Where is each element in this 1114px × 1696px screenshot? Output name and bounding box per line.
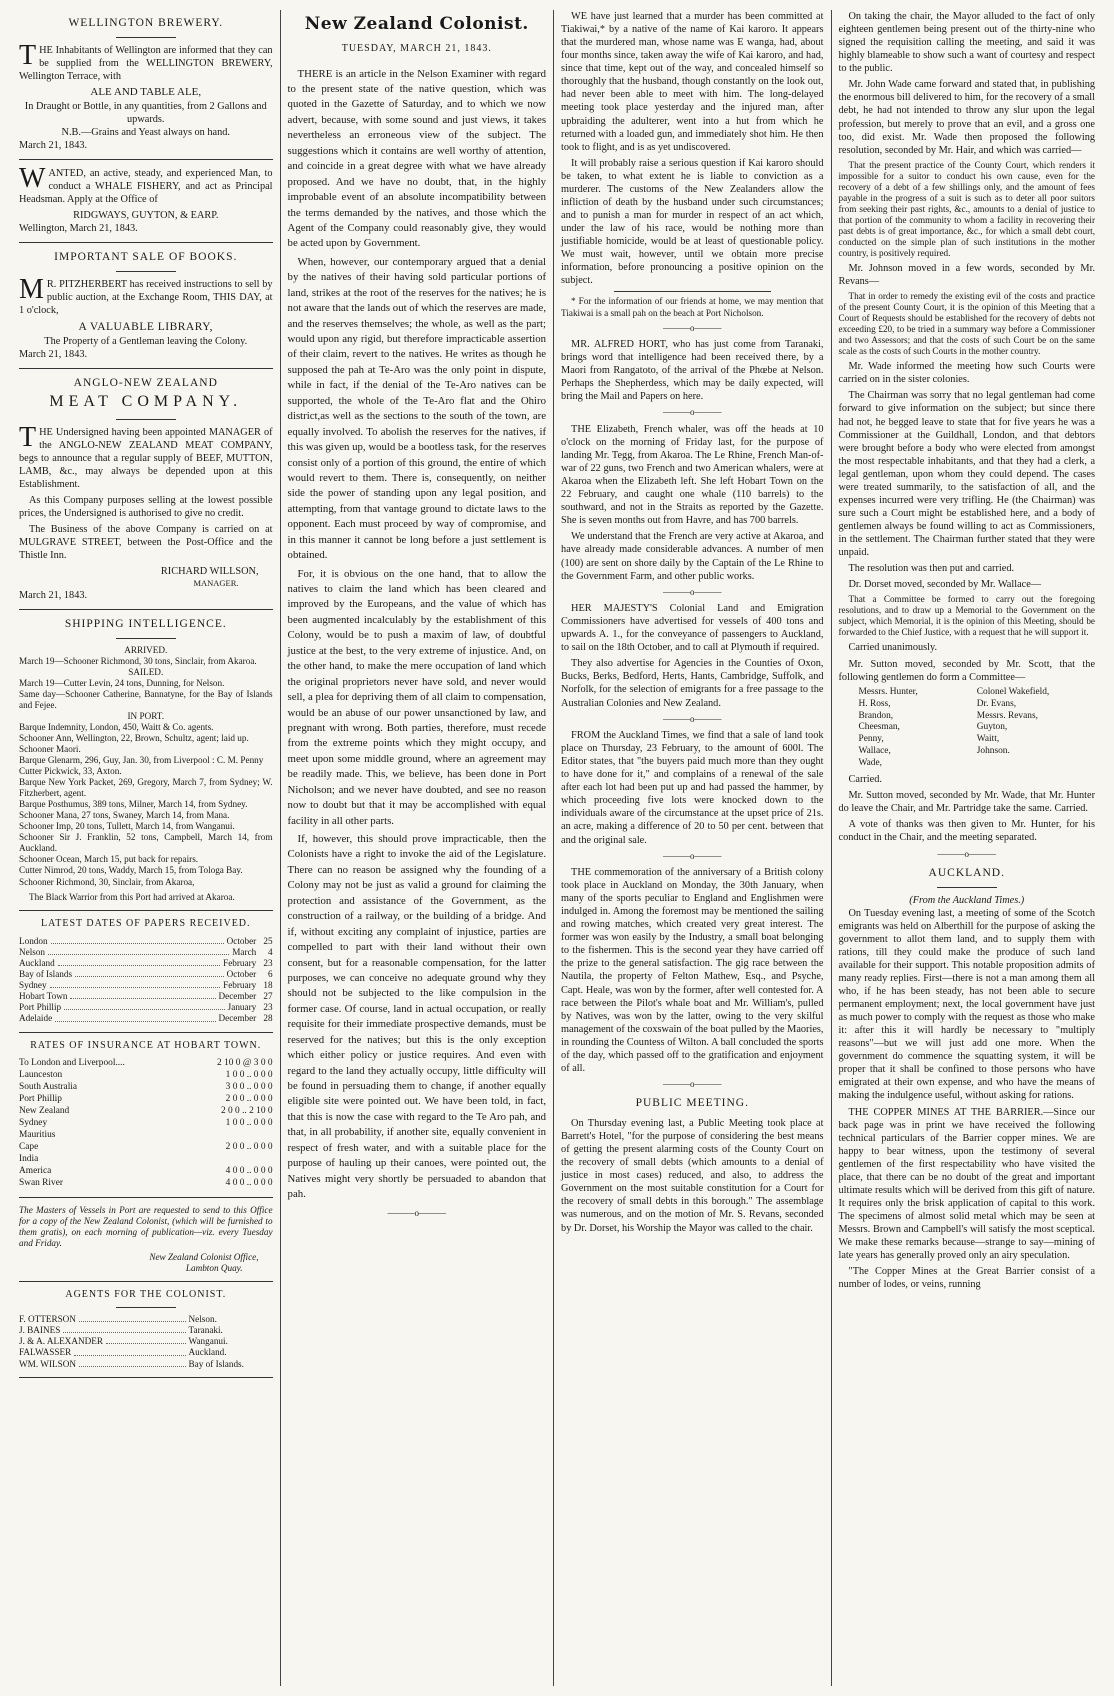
papers-row: Adelaide December 28 (19, 1013, 273, 1024)
committee-member: Cheesman, (858, 722, 900, 733)
agent-row: J. & A. ALEXANDER Wanganui. (19, 1336, 228, 1347)
agent-row: WM. WILSON Bay of Islands. (19, 1358, 244, 1369)
committee-member: H. Ross, (858, 698, 891, 709)
committee-member: Guyton, (976, 722, 1008, 733)
meeting-paragraph: Mr. Johnson moved in a few words, seconded by Mr. Revans— (838, 262, 1096, 288)
inport-entry: Cutter Nimrod, 20 tons, Waddy, March 15, from Tologa Bay. (19, 865, 243, 876)
column-meeting (831, 10, 1103, 1686)
papers-row: Bay of Islands October 6 (19, 969, 273, 980)
auckland-paragraph: On Tuesday evening last, a meeting of some of the Scotch emigrants was held on Alberthill for the purpose of asking the government to allot them land, and to supply them with rations, till they could make the produce of such land available for their support. This notable proposition admits of many ready replies. First—there is not a man among them all who, if he has been steady, has not been able to secure permanent employment; next, the local government have just as much power to comply with the request as those who make it: after this it will hardly be necessary to "multiply reasons"—but we will just add one more. When the government do commence the squatting system, it will be proper that it shall be confined to those persons who have emigrated at their own expense, and who have the means of making the indulgence useful, without asking for rations. (838, 907, 1096, 1102)
inport-entry: Cutter Pickwick, 33, Axton. (19, 766, 122, 777)
meeting-paragraph: On Thursday evening last, a Public Meeting took place at Barrett's Hotel, "for the purpose of considering the best means of getting the present alarming costs of the County Court on the recovery of small debts (which amounts to a denial of justice in most cases) reduced, and also, to address the Government on the most suitable constitution for a Court for the recovery of small debts in this borough." The assemblage was numerous, and on the motion of Mr. S. Revans, seconded by Dr. Dorset, his Worship the Mayor was called to the chair. (561, 1118, 824, 1234)
brewery-date: March 21, 1843. (19, 139, 88, 151)
editorial-paragraph: If, however, this should prove impracticable, then the Colonists have a right to invoke the aid of the Legislature. There can no reason be assigned why the founding of a Colony may not be just as valid a ground for claiming the protection and assistance of the Government, as the construction of a railway, or the building of a bridge. And if, without exciting any complaint of injustice, parties are compelled to part with their land without their own consent, but for a reasonable compensation, for the latter purposes, we can conceive no adequate ground why they should not be subjected to the like compulsion in the former case. Of course, land in actual occupation, or really requisite for their immediate prospective demands, must be reserved for the natives; but this is the only exception which either policy or justice requires. And even with regard to the land they actually occupy, little difficulty will be found in persuading them to change, if another equally eligible site were pointed out. We have been told, in fact, that this is now the case with regard to the Te Aro pah, and that, in all probability, if another site, equally convenient in respect of fresh water, and with a suitable place for the purpose of hauling up their canoes, were pointed out, the Natives might very shortly be persuaded to abandon that pah. (287, 833, 547, 1201)
shipping-note: The Black Warrior from this Port had arrived at Akaroa. (29, 891, 235, 902)
committee-member: Wallace, (858, 746, 891, 757)
dateline: TUESDAY, MARCH 21, 1843. (341, 43, 492, 55)
meeting-paragraph: Carried unanimously. (848, 642, 938, 654)
wanted-body: ANTED, an active, steady, and experienced Man, to conduct a WHALE FISHERY, and act as Principal Headsman. Apply at the Office of (19, 168, 273, 206)
dropcap: T (19, 39, 37, 71)
committee-member: Brandon, (858, 710, 894, 721)
arrived-label: ARRIVED. (124, 644, 168, 655)
brewery-heading: WELLINGTON BREWERY. (68, 17, 224, 29)
insurance-row: Mauritius (19, 1129, 56, 1140)
committee-list (839, 687, 1096, 771)
inport-list (19, 722, 273, 887)
masters-address: Lambton Quay. (185, 1262, 243, 1273)
agent-row: F. OTTERSON Nelson. (19, 1314, 217, 1325)
sailed-entry: Same day—Schooner Catherine, Bannatyne, for the Bay of Islands and Fejee. (19, 688, 273, 710)
sailed-entry: March 19—Cutter Levin, 24 tons, Dunning, for Nelson. (19, 677, 225, 688)
dropcap: M (19, 273, 44, 305)
papers-heading: LATEST DATES OF PAPERS RECEIVED. (41, 917, 251, 929)
inport-entry: Schooner Maori. (19, 744, 81, 755)
section-divider: ———o——— (663, 850, 722, 861)
murder-paragraph: WE have just learned that a murder has been committed at Tiakiwai,* by a native of the name of Kai karoro. It appears that the murdered man, whose name was E wanga, had, about four months since, taken away the wife of Kai karoro, and had, since that time, kept out of the way, and concealed himself so thoroughly that the husband, though constantly on the look out, had never been able to meet with him. The long-delayed meeting took place yesterday and the injured man, after upbraiding the adulterer, went into a hut from which he returned with a loaded gun, and immediately shot him. He then took to flight, and is as yet undiscovered. (561, 11, 824, 153)
insurance-row: To London and Liverpool.... 2 10 0 @ 3 0 0 (19, 1058, 273, 1069)
section-divider: ———o——— (663, 1078, 722, 1089)
inport-entry: Barque Glenarm, 296, Guy, Jan. 30, from Liverpool : C. M. Penny (19, 755, 264, 766)
wanted-date: Wellington, March 21, 1843. (19, 223, 138, 235)
meat-company-title: MEAT COMPANY. (49, 393, 243, 411)
elizabeth-paragraph: We understand that the French are very active at Akaroa, and have already made considerable advances. A number of men (100) are sent on shore daily by the Captain of the Le Rhine to the Government Farm, and other public works. (561, 531, 824, 582)
inport-entry: Schooner Sir J. Franklin, 52 tons, Campbell, March 14, from Auckland. (19, 832, 273, 854)
copper-paragraph: THE COPPER MINES AT THE BARRIER.—Since our back page was in print we have received the following technical particulars of the Barrier copper mines. We are happy to bear witness, upon the testimony of several gentlemen of the first respectability who have visited the place, that there can be no doubt of the great and important ultimate results which will be derived from this gift of nature. It requires only the brisk application of capital to this work. The specimens of almost solid metal which may be seen at Messrs. Brown and Campbell's will satisfy the most sceptical. We make these remarks because—strange to say—mining of late years has generally proved only an airy speculation. (838, 1106, 1096, 1262)
column-news (553, 10, 830, 1686)
public-meeting-heading: PUBLIC MEETING. (635, 1097, 749, 1110)
inport-entry: Barque Indemnity, London, 450, Waitt & Co. agents. (19, 722, 214, 733)
inport-label: IN PORT. (127, 711, 165, 722)
masthead: New Zealand Colonist. (304, 14, 529, 34)
emigration-paragraph: HER MAJESTY'S Colonial Land and Emigration Commissioners have advertised for vessels of 400 tons and upwards A. 1., for the conveyance of passengers to Auckland, to sail on the 18th October, and to call at Plymouth if required. (561, 603, 824, 654)
committee-member: Waitt, (976, 734, 1000, 745)
section-divider: ———o——— (663, 407, 722, 418)
section-divider: ———o——— (663, 322, 722, 333)
meeting-paragraph: Mr. Wade informed the meeting how such Courts were carried on in the sister colonies. (838, 361, 1096, 386)
dropcap: T (19, 421, 37, 453)
brewery-ale: ALE AND TABLE ALE, (90, 85, 202, 98)
committee-member: Johnson. (976, 746, 1010, 757)
meat-heading: ANGLO-NEW ZEALAND (73, 376, 218, 389)
inport-entry: Barque New York Packet, 269, Gregory, March 7, from Sydney; W. Fitzherbert, agent. (19, 777, 273, 799)
resolution: That in order to remedy the existing evil of the costs and practice of the present County Court, it is the opinion of this Meeting that a Court of Requests should be established for the recovery of debts not exceeding £20, to be tried in a summary way before a Commissioner and two Assessors; and that the costs of such Court be on the same scale as the costs of such Courts in the mother country. (838, 291, 1096, 357)
meeting-paragraph: Mr. John Wade came forward and stated that, in publishing the enormous bill delivered to him, for the recovery of a small debt, he had not intended to throw any slur upon the legal profession, but merely to prove that an evil, and a gross one too, did exist. Mr. Wade then proposed the following resolution, seconded by Mr. Hair, and which was carried— (838, 79, 1096, 156)
meeting-paragraph: Mr. Sutton moved, seconded by Mr. Scott, that the following gentlemen do form a Committee— (838, 658, 1096, 683)
anniversary-paragraph: THE commemoration of the anniversary of a British colony took place in Auckland on Monday, the 30th January, when many of the sports peculiar to England and Englishmen were indulged in. Among the foremost may be mentioned the sailing and rowing matches, which created very great interest. The former was won easily by the Industry, a small boat belonging to the fishermen. This is the second year they have carried off the prize to the general satisfaction. The gig race between the Nautila, the property of Felton Mathew, Esq., and Psyche, Capt. Heale, was won by the former, after well contested for. A race between the Pilot's whale boat and Mr. William's, pulled by Natives, was won by the latter, owing to the very skilful management of the coxswain of the boat pulled by the Maories, in rounding the Countess of Wilton. A ball concluded the sports of the day, which passed off to the gratification and enjoyment of all. (561, 866, 824, 1074)
meeting-paragraph: The Chairman was sorry that no legal gentleman had come forward to give information on the subject; but since there had not, he begged leave to state that for five years he was a Commissioner at the Guildhall, London, and that debtors were brought before a body who were elected from amongst the most respectable inhabitants, and that they had a clerk, a legal gentleman, upon whom they could depend. The cases were treated summarily, to the satisfaction of all, and the expenses incurred were very trifling. He (the Chairman) was sure such a Court might be established here, and a body of gentlemen always be found willing to act as Commissioners, in the settlement. The Chairman further stated that they were unpaid. (838, 390, 1096, 559)
committee-member: Penny, (858, 734, 884, 745)
inport-entry: Schooner Imp, 20 tons, Tullett, March 14, from Wanganui. (19, 821, 235, 832)
elizabeth-paragraph: THE Elizabeth, French whaler, was off the heads at 10 o'clock on the morning of Friday last, for the purpose of landing Mr. Tegg, from Akaroa. The Le Rhine, French Man-of-war of 22 guns, two French and two American whalers, were at Akaroa when the Elizabeth left. She left Hobart Town on the 22 February, and caught one whale (110 barrels) to the southward, and not in the Straits as reported by the Gazette. She is seven months out from Havre, and has 700 barrels. (561, 423, 824, 527)
meat-body: HE Undersigned having been appointed MANAGER of the ANGLO-NEW ZEALAND MEAT COMPANY, begs to announce that a regular supply of BEEF, MUTTON, LAMB, &c., may always be depended upon at this Establishment. (19, 426, 273, 490)
footnote: * For the information of our friends at home, we may mention that Tiakiwai is a small pah on the beach at Port Nicholson. (561, 296, 824, 318)
editorial-paragraph: For, it is obvious on the one hand, that to allow the natives to claim the land which has been cleared and improved by the Europeans, and the value of which has been augmented incalculably by the establishment of this Colony, would be to push a maxim of law, of doubtful justice at the best, to the very extreme of injustice. And, on the other hand, to make the mere occupation of land which the original proprietors never have sold, and never would sell, a plea for depriving them of all claim to compensation, would be an abuse of our power unsanctioned by law, and pregnant with wrong. Both parties, therefore, must recede from the extreme points which they might occupy, and meet upon some middle ground, where an agreement may be readily made. This, we believe, has been done in Port Nicholson; and we never have doubted, and see no reason now to doubt but that it may be accomplished with equal facility in all other parts. (287, 567, 547, 827)
shipping-heading: SHIPPING INTELLIGENCE. (64, 618, 227, 631)
section-divider: ———o——— (937, 848, 996, 859)
meeting-paragraph: Carried. (848, 774, 882, 786)
committee-member: Dr. Evans, (976, 698, 1017, 709)
arrived-entry: March 19—Schooner Richmond, 30 tons, Sinclair, from Akaroa. (19, 655, 257, 666)
murder-paragraph: It will probably raise a serious question if Kai karoro should be taken, to what extent he is liable to conviction as a murderer. The customs of the New Zealanders allow the infliction of death by the husband under such circumstances; and to punish a man for murder in respect of an act which, under the law of his race, would be nothing more than justifiable homicide, would be at least of questionable policy. We must wait, however, until we obtain more precise information, before pronouncing a positive opinion on the subject. (561, 157, 824, 287)
insurance-row: Sydney 1 0 0 .. 0 0 0 (19, 1117, 273, 1128)
inport-entry: Schooner Mana, 27 tons, Swaney, March 14, from Mana. (19, 810, 230, 821)
insurance-row: India (19, 1153, 39, 1164)
brewery-nb: N.B.—Grains and Yeast always on hand. (61, 126, 230, 138)
agent-row: FALWASSER Auckland. (19, 1347, 227, 1358)
meeting-paragraph: Dr. Dorset moved, seconded by Mr. Wallace— (848, 579, 1042, 591)
wanted-firm: RIDGWAYS, GUYTON, & EARP. (73, 210, 219, 222)
insurance-row: Swan River 4 0 0 .. 0 0 0 (19, 1177, 273, 1188)
section-divider: ———o——— (387, 1207, 447, 1218)
papers-row: Auckland February 23 (19, 958, 273, 969)
column-advertisements (12, 10, 280, 1686)
dropcap: W (19, 163, 46, 194)
meeting-paragraph: The resolution was then put and carried. (848, 563, 1015, 575)
section-divider: ———o——— (663, 713, 722, 724)
insurance-row: Cape 2 0 0 .. 0 0 0 (19, 1141, 273, 1152)
agents-list (19, 1314, 273, 1369)
books-date: March 21, 1843. (19, 348, 88, 360)
brewery-body: HE Inhabitants of Wellington are informed that they can be supplied from the WELLINGTON BREWERY, Wellington Terrace, with (19, 44, 273, 82)
insurance-row: New Zealand 2 0 0 .. 2 10 0 (19, 1105, 273, 1116)
meat-p3: The Business of the above Company is carried on at MULGRAVE STREET, between the Post-Office and the Thistle Inn. (19, 524, 273, 562)
meat-role: MANAGER. (193, 578, 239, 589)
papers-list (19, 936, 273, 1024)
inport-entry: Barque Posthumus, 389 tons, Milner, March 14, from Sydney. (19, 799, 248, 810)
insurance-row: Launceston 1 0 0 .. 0 0 0 (19, 1070, 273, 1081)
meeting-paragraph: Mr. Sutton moved, seconded by Mr. Wade, that Mr. Hunter do leave the Chair, and Mr. Partridge take the same. Carried. (838, 790, 1096, 815)
books-title: A VALUABLE LIBRARY, (78, 321, 213, 334)
agent-row: J. BAINES Taranaki. (19, 1325, 223, 1336)
hort-paragraph: MR. ALFRED HORT, who has just come from Taranaki, brings word that intelligence had been received there, by a Maori from Rangatoto, of the arrival of the Phœbe at Nelson. Perhaps the Shepherdess, which may be daily expected, will bring the Mail and Papers on here. (561, 339, 824, 403)
meat-p2: As this Company purposes selling at the lowest possible prices, the Undersigned is authorised to give no credit. (19, 495, 273, 520)
resolution: That a Committee be formed to carry out the foregoing resolutions, and to draw up a Memorial to the Government on the subject, which Memorial, it is the opinion of this Meeting, should be forwarded to the Chief Justice, with a request that he will support it. (838, 594, 1096, 638)
meeting-paragraph: A vote of thanks was then given to Mr. Hunter, for his conduct in the Chair, and the meeting separated. (838, 819, 1096, 844)
editorial-paragraph: When, however, our contemporary argued that a denial by the natives of their having sold particular portions of land, strikes at the root of the reserves for the natives; he is not aware that the lands out of which the reserves are made, and the reserves themselves; the whole, as well as the part; would upon any rigid, but therefore impracticable assertion of their claim, revert to the natives. He writes as though he supposed the pah at Te-Aro was the only point in dispute, while in fact, if the denial of the Te-Aro natives can be supported, the whole of the Te-Aro flat and the Ohiro district,as well as the sections to the south of the town, are equally involved. To abolish the reserves for the natives, if this was given up, would be a bootless task, for the reserves consist only of a portion of this ground, the entire of which would revert to them. There is, consequently, on neither side the power of standing upon any legal position, and attempting, from that vantage ground to dictate laws to the opponent. Each must proceed by way of compromise, and in this manner it cannot be long before a just settlement is obtained. (287, 255, 547, 562)
insurance-row: Port Phillip 2 0 0 .. 0 0 0 (19, 1094, 273, 1104)
papers-row: London October 25 (19, 936, 273, 947)
committee-member: Messrs. Hunter, (858, 686, 918, 697)
auckland-heading: AUCKLAND. (928, 866, 1005, 879)
papers-row: Port Phillip January 23 (19, 1002, 273, 1013)
inport-entry: Schooner Richmond, 30, Sinclair, from Akaroa, (19, 876, 195, 887)
books-owner: The Property of a Gentleman leaving the Colony. (44, 335, 248, 347)
insurance-row: America 4 0 0 .. 0 0 0 (19, 1165, 273, 1176)
books-body: R. PITZHERBERT has received instructions to sell by public auction, at the Exchange Room, THIS DAY, at 1 o'clock, (19, 278, 273, 317)
copper-paragraph: "The Copper Mines at the Great Barrier consist of a number of lodes, or veins, running (838, 1266, 1096, 1291)
column-editorial (280, 10, 554, 1686)
meeting-paragraph: On taking the chair, the Mayor alluded to the fact of only eighteen gentlemen being present out of the thirty-nine who signed the requisition calling the meeting, and said it was highly blameable to show such a want of courtesy and respect to the public. (838, 11, 1096, 75)
brewery-draught: In Draught or Bottle, in any quantities, from 2 Gallons and upwards. (24, 100, 267, 125)
insurance-table (19, 1058, 273, 1189)
inport-entry: Schooner Ocean, March 15, put back for repairs. (19, 854, 199, 865)
books-heading: IMPORTANT SALE OF BOOKS. (54, 251, 238, 264)
sailed-label: SAILED. (128, 666, 164, 677)
insurance-heading: RATES OF INSURANCE AT HOBART TOWN. (30, 1039, 262, 1051)
committee-member: Wade, (858, 758, 882, 769)
masters-office: New Zealand Colonist Office, (149, 1251, 259, 1262)
auckland-source: (From the Auckland Times.) (909, 894, 1025, 906)
meat-signer: RICHARD WILLSON, (160, 566, 259, 578)
emigration-paragraph: They also advertise for Agencies in the Counties of Oxon, Bucks, Berks, Bedford, Herts, Hants, Cambridge, Suffolk, and Norfolk, for the selection of emigrants for a free passage to the Australian Colonies and New Zealand. (561, 658, 824, 709)
committee-member: Colonel Wakefield, (976, 686, 1050, 697)
inport-entry: Schooner Ann, Wellington, 22, Brown, Schultz, agent; laid up. (19, 733, 249, 744)
masters-notice: The Masters of Vessels in Port are requested to send to this Office for a copy of the New Zealand Colonist, (which will be furnished to them gratis), on each morning of publication—viz. every Tuesday and Friday. (19, 1204, 273, 1248)
committee-member: Messrs. Revans, (976, 710, 1038, 721)
resolution: That the present practice of the County Court, which renders it impossible for a suitor to conduct his own cause, even for the recovery of a debt of a few shillings only, and the amount of fees payable in the progress of a suit is such as to deter all poor suitors from seeking their past rights, &c., amounts to a denial of justice to that portion of the community to whom a facility in recovering their past debts is of great importance, &c., for which a small debt court, conducted on the simple plan of such institutions in the mother country, is positively required. (838, 159, 1096, 258)
section-divider: ———o——— (663, 586, 722, 597)
meat-date: March 21, 1843. (19, 590, 88, 602)
editorial-paragraph: THERE is an article in the Nelson Examiner with regard to the present state of the native question, which was quoted in the Gazette of Saturday, and to which we now advert, because, with some sound and just views, it takes nevertheless an erroneous view of the subject. The suggestions which it contains are well worthy of attention, and coincide in a great degree with what we have already proposed. And we have no doubt, that, in the highly improbable event of an absolute incompatibility between the terms demanded by the natives, and those which the Agent of the Company could reasonably give, they would be acted upon by Government. (287, 67, 547, 250)
auckland-sale-paragraph: FROM the Auckland Times, we find that a sale of land took place on Thursday, 23 February, to the amount of 600l. The Editor states, that "the buyers paid much more than they ought to have done for it," and complains of a renewal of the sale after each lot had been put up and had passed the hammer, by which proceeding five lots were knocked down to the individuals aware of the circumstance at the upset price of 21s. an acre, making a difference of 20 to 50 per cent. between that and the original sale. (561, 730, 824, 846)
agents-heading: AGENTS FOR THE COLONIST. (65, 1288, 227, 1300)
papers-row: Hobart Town December 27 (19, 991, 273, 1002)
papers-row: Sydney February 18 (19, 980, 273, 991)
insurance-row: South Australia 3 0 0 .. 0 0 0 (19, 1082, 273, 1093)
papers-row: Nelson March 4 (19, 947, 273, 958)
